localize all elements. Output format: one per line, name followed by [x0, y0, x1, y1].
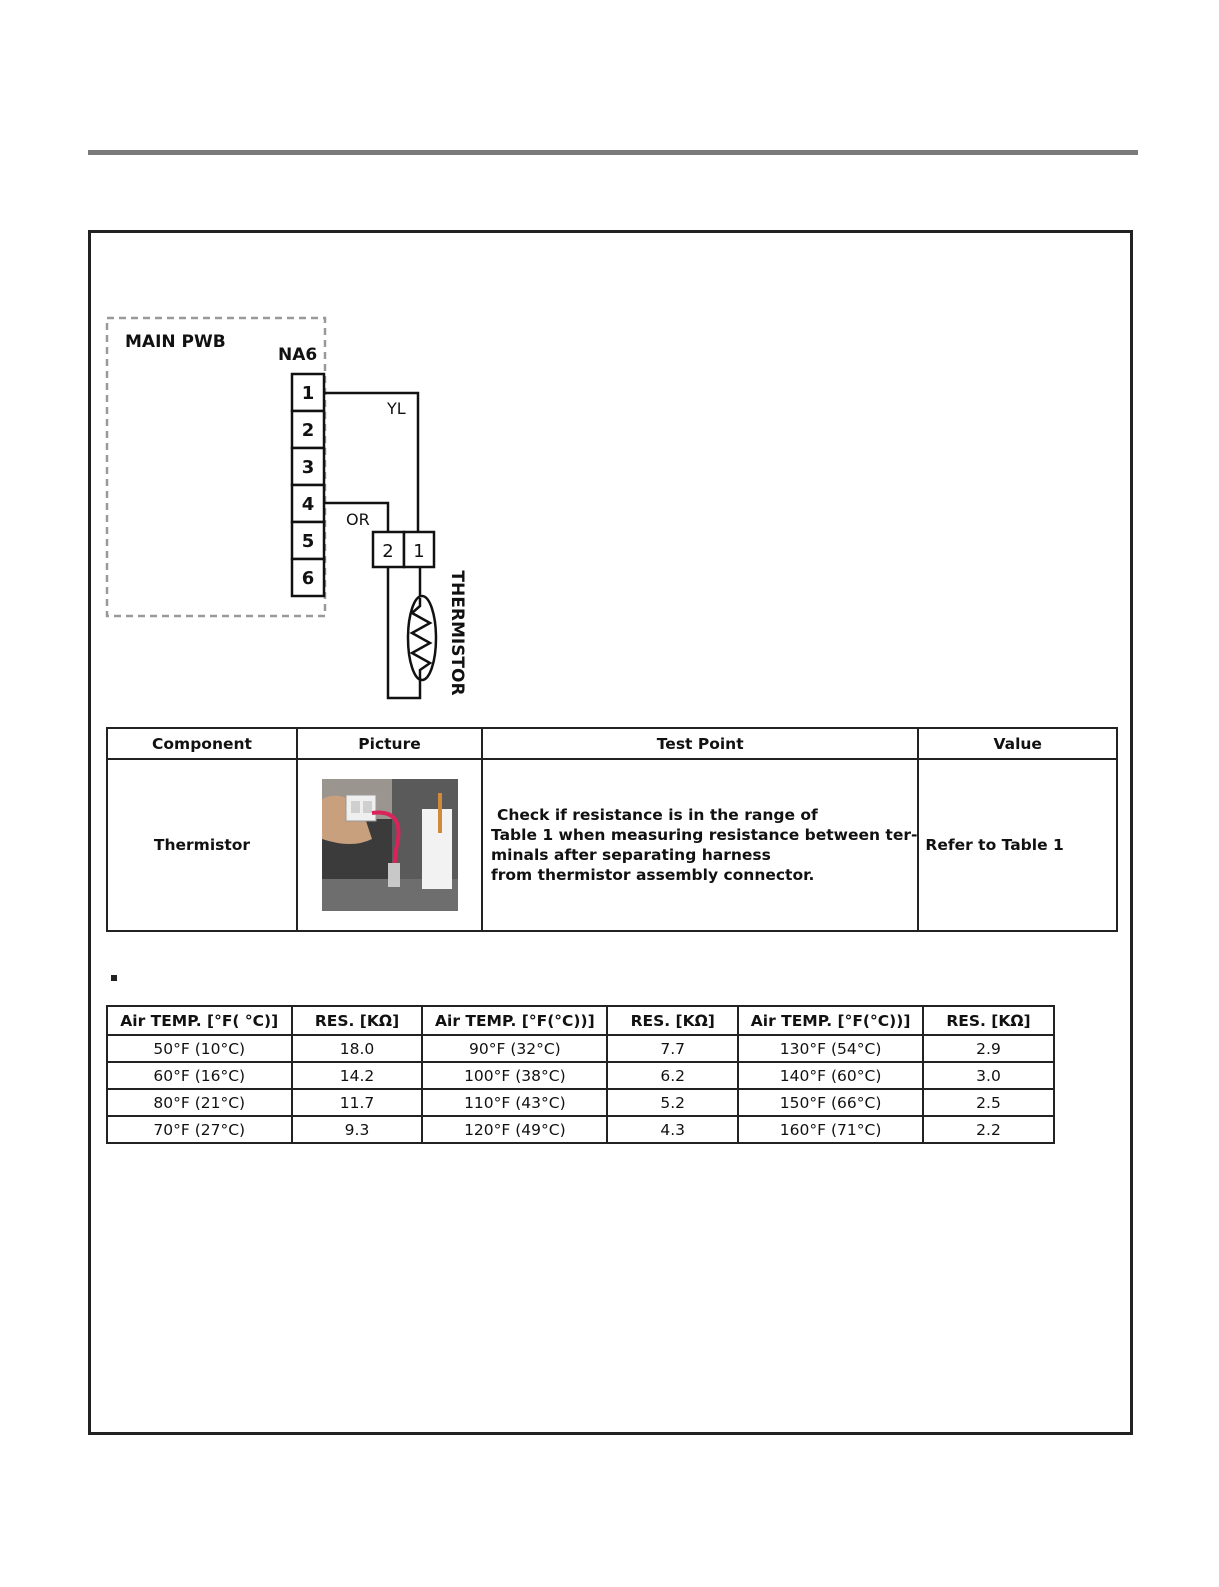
header-component: Component: [107, 728, 297, 759]
res-cell: 7.7: [607, 1035, 738, 1062]
res-cell: 4.3: [607, 1116, 738, 1143]
resistance-table: [106, 1005, 1055, 1144]
connector-pin-label: 3: [301, 457, 315, 478]
table-row: [107, 1035, 1054, 1062]
table-row: [107, 1062, 1054, 1089]
res-cell: 2.9: [923, 1035, 1054, 1062]
temp-cell: 100°F (38°C): [422, 1062, 607, 1089]
header-res: RES. [KΩ]: [292, 1006, 423, 1035]
value-cell: Refer to Table 1: [918, 759, 1117, 931]
temp-cell: 140°F (60°C): [738, 1062, 923, 1089]
thermistor-photo: [322, 779, 458, 911]
connector-label: NA6: [278, 345, 318, 365]
main-pwb-label: MAIN PWB: [125, 332, 226, 352]
res-cell: 14.2: [292, 1062, 423, 1089]
res-cell: 2.2: [923, 1116, 1054, 1143]
header-air-temp: Air TEMP. [°F(°C))]: [422, 1006, 607, 1035]
connector-pin-label: 6: [301, 568, 315, 589]
plug-pin-2-label: 2: [382, 541, 394, 562]
table-row: [107, 1089, 1054, 1116]
or-wire-label: OR: [346, 510, 370, 529]
temp-cell: 150°F (66°C): [738, 1089, 923, 1116]
temp-cell: 70°F (27°C): [107, 1116, 292, 1143]
res-cell: 18.0: [292, 1035, 423, 1062]
component-table: [106, 727, 1118, 932]
header-picture: Picture: [297, 728, 482, 759]
thermistor-label: THERMISTOR: [447, 570, 467, 696]
header-air-temp: Air TEMP. [°F( °C)]: [107, 1006, 292, 1035]
res-cell: 2.5: [923, 1089, 1054, 1116]
resistor-zigzag-icon: [412, 598, 430, 680]
yl-wire-label: YL: [387, 399, 406, 418]
temp-cell: 60°F (16°C): [107, 1062, 292, 1089]
connector-pin-label: 2: [301, 420, 315, 441]
header-test-point: Test Point: [482, 728, 918, 759]
header-res: RES. [KΩ]: [607, 1006, 738, 1035]
temp-cell: 90°F (32°C): [422, 1035, 607, 1062]
res-cell: 11.7: [292, 1089, 423, 1116]
test-point-line: minals after separating harness: [491, 846, 771, 864]
test-point-cell: [482, 759, 918, 931]
component-cell: Thermistor: [107, 759, 297, 931]
temp-cell: 130°F (54°C): [738, 1035, 923, 1062]
res-cell: 3.0: [923, 1062, 1054, 1089]
res-cell: 6.2: [607, 1062, 738, 1089]
wiring-diagram: [0, 0, 1219, 720]
res-cell: 9.3: [292, 1116, 423, 1143]
res-cell: 5.2: [607, 1089, 738, 1116]
temp-cell: 110°F (43°C): [422, 1089, 607, 1116]
test-point-line: Check if resistance is in the range of: [497, 806, 818, 824]
plug-pin-1-label: 1: [413, 541, 425, 562]
table-row: [107, 1116, 1054, 1143]
header-res: RES. [KΩ]: [923, 1006, 1054, 1035]
connector-pin-label: 1: [301, 383, 315, 404]
temp-cell: 80°F (21°C): [107, 1089, 292, 1116]
test-point-line: Table 1 when measuring resistance between ter-: [491, 826, 918, 844]
bullet-marker: [111, 975, 117, 981]
connector-pin-label: 4: [301, 494, 315, 515]
test-point-line: from thermistor assembly connector.: [491, 866, 815, 884]
temp-cell: 50°F (10°C): [107, 1035, 292, 1062]
temp-cell: 160°F (71°C): [738, 1116, 923, 1143]
temp-cell: 120°F (49°C): [422, 1116, 607, 1143]
table-row: [107, 759, 1117, 931]
header-value: Value: [918, 728, 1117, 759]
connector-pins: [292, 374, 324, 596]
picture-cell: [297, 759, 482, 931]
connector-pin-label: 5: [301, 531, 315, 552]
header-air-temp: Air TEMP. [°F(°C))]: [738, 1006, 923, 1035]
